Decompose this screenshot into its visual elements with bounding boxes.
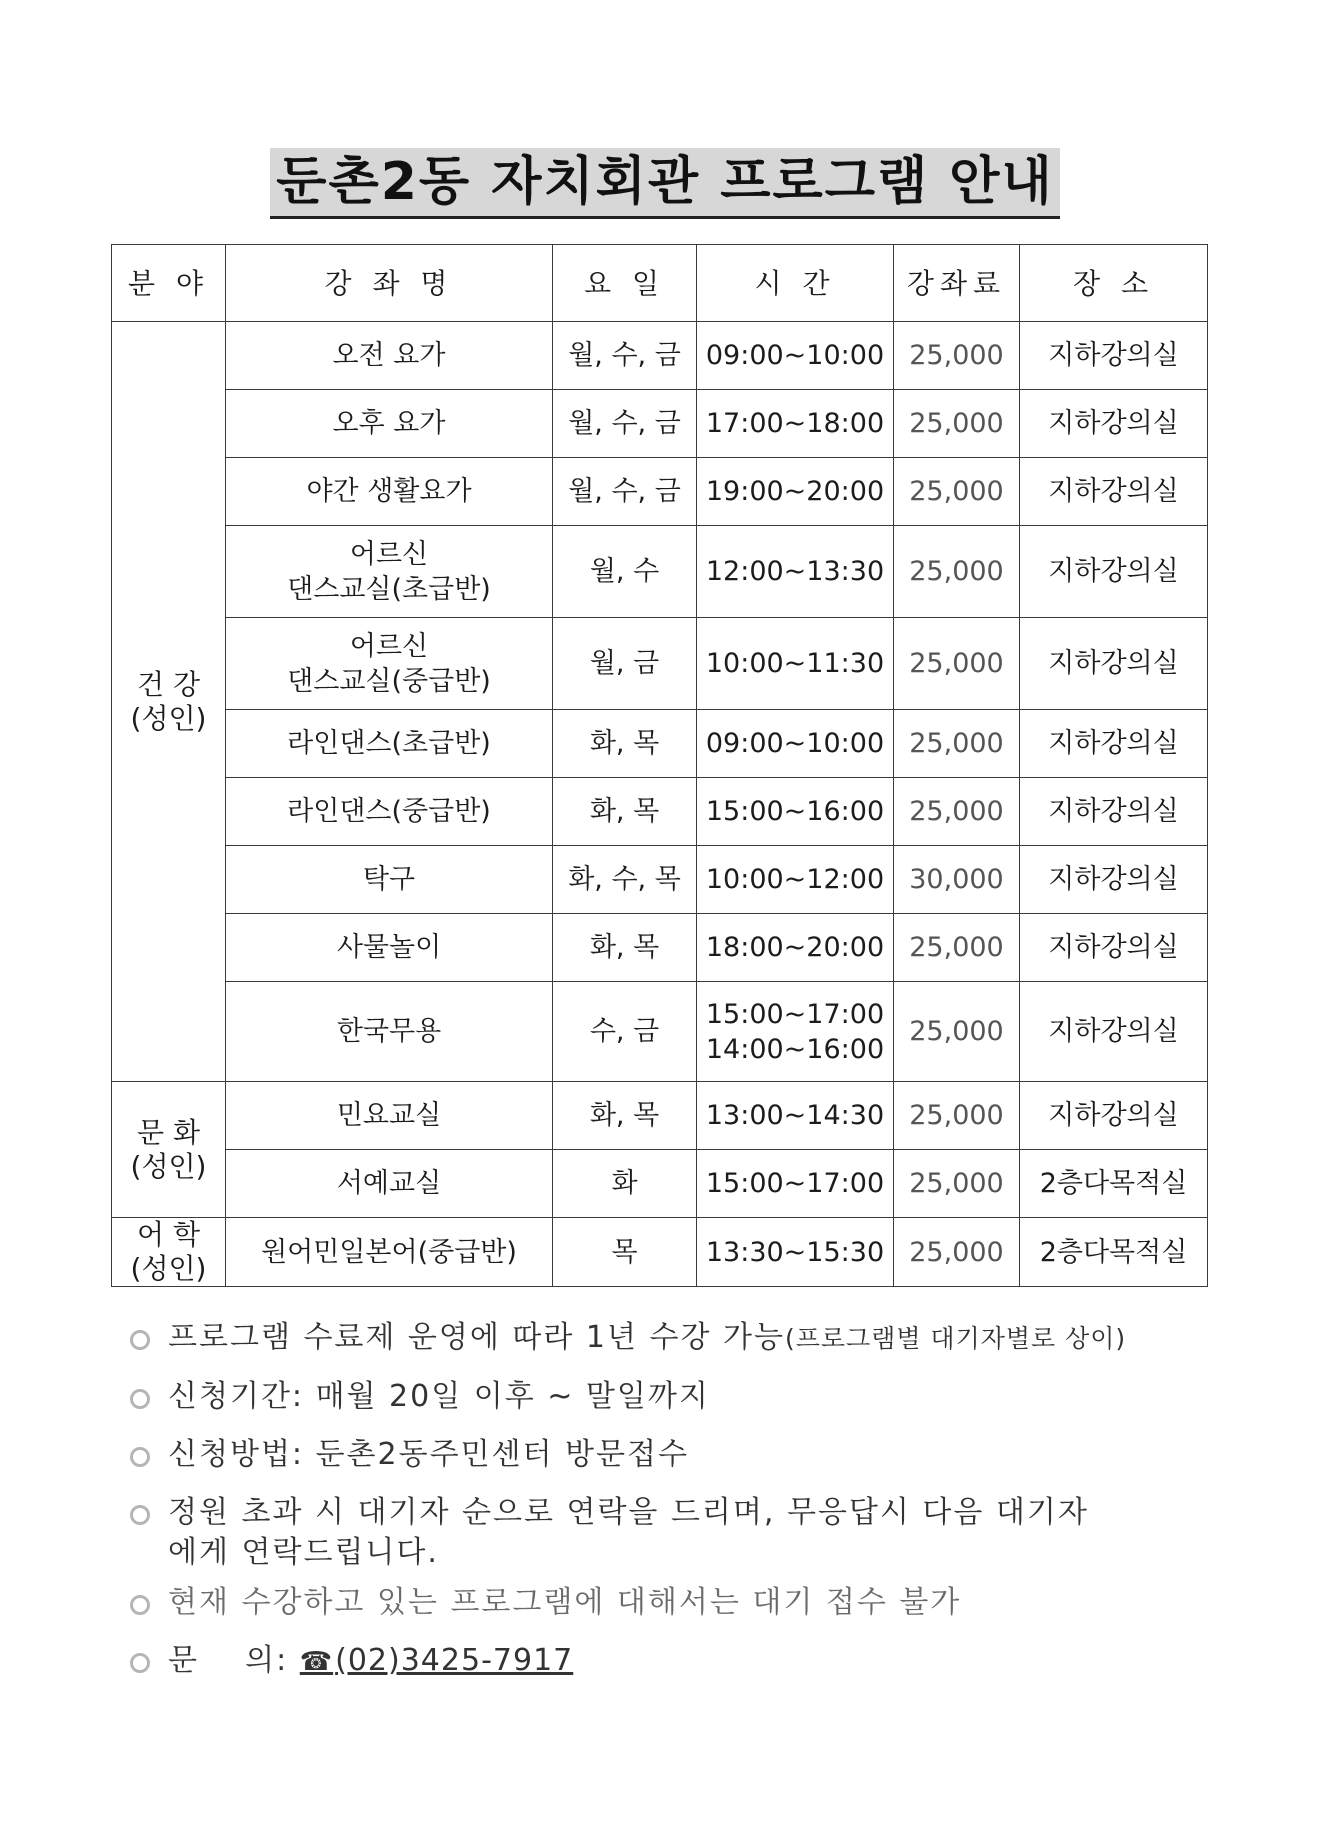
note-text: 신청기간: 매월 20일 이후 ~ 말일까지 — [168, 1379, 710, 1414]
header-days: 요 일 — [553, 245, 697, 322]
course-time: 13:30~15:30 — [697, 1218, 894, 1287]
course-days: 수, 금 — [553, 982, 697, 1082]
course-days: 화, 목 — [553, 710, 697, 778]
course-place: 지하강의실 — [1020, 1082, 1208, 1150]
course-time: 12:00~13:30 — [697, 526, 894, 618]
note-application-period — [130, 1377, 1240, 1417]
note-contact — [130, 1641, 1240, 1682]
course-days: 화, 목 — [553, 1082, 697, 1150]
table-row — [112, 390, 1208, 458]
course-time: 10:00~12:00 — [697, 846, 894, 914]
header-course-name: 강 좌 명 — [226, 245, 553, 322]
page-title: 둔촌2동 자치회관 프로그램 안내 — [270, 148, 1060, 219]
course-fee: 25,000 — [894, 1082, 1020, 1150]
bullet-circle-icon — [130, 1447, 150, 1467]
course-name: 라인댄스(중급반) — [226, 778, 553, 846]
note-text: 정원 초과 시 대기자 순으로 연락을 드리며, 무응답시 다음 대기자 — [168, 1495, 1089, 1530]
header-time: 시 간 — [697, 245, 894, 322]
phone-icon: ☎ — [299, 1647, 334, 1677]
note-text: 현재 수강하고 있는 프로그램에 대해서는 대기 접수 불가 — [168, 1585, 962, 1620]
course-days: 월, 수, 금 — [553, 322, 697, 390]
category-language: 어 학 (성인) — [112, 1218, 226, 1287]
note-completion — [130, 1318, 1240, 1359]
table-row — [112, 322, 1208, 390]
course-days: 목 — [553, 1218, 697, 1287]
table-row — [112, 846, 1208, 914]
table-row — [112, 1218, 1208, 1287]
table-row — [112, 778, 1208, 846]
contact-phone[interactable] — [300, 1643, 574, 1678]
table-header-row — [112, 245, 1208, 322]
table-row — [112, 458, 1208, 526]
course-place: 지하강의실 — [1020, 458, 1208, 526]
phone-number: (02)3425-7917 — [335, 1643, 574, 1678]
bullet-circle-icon — [130, 1595, 150, 1615]
table-row — [112, 1150, 1208, 1218]
course-time: 19:00~20:00 — [697, 458, 894, 526]
course-time: 09:00~10:00 — [697, 710, 894, 778]
course-time: 15:00~16:00 — [697, 778, 894, 846]
course-place: 지하강의실 — [1020, 322, 1208, 390]
course-fee: 25,000 — [894, 982, 1020, 1082]
course-name: 민요교실 — [226, 1082, 553, 1150]
course-fee: 25,000 — [894, 710, 1020, 778]
bullet-circle-icon — [130, 1330, 150, 1350]
course-time: 09:00~10:00 — [697, 322, 894, 390]
course-name: 서예교실 — [226, 1150, 553, 1218]
course-fee: 25,000 — [894, 1218, 1020, 1287]
course-name: 오전 요가 — [226, 322, 553, 390]
course-fee: 25,000 — [894, 322, 1020, 390]
course-days: 월, 수, 금 — [553, 390, 697, 458]
table-row — [112, 914, 1208, 982]
course-fee: 25,000 — [894, 526, 1020, 618]
course-place: 지하강의실 — [1020, 526, 1208, 618]
note-waitlist — [130, 1493, 1240, 1573]
note-current-program — [130, 1583, 1240, 1623]
course-place: 2층다목적실 — [1020, 1218, 1208, 1287]
course-name: 어르신 댄스교실(중급반) — [226, 618, 553, 710]
course-place: 지하강의실 — [1020, 846, 1208, 914]
course-name: 한국무용 — [226, 982, 553, 1082]
course-name: 라인댄스(초급반) — [226, 710, 553, 778]
course-fee: 25,000 — [894, 618, 1020, 710]
category-health: 건 강 (성인) — [112, 322, 226, 1082]
page-title-container — [0, 148, 1330, 219]
category-culture: 문 화 (성인) — [112, 1082, 226, 1218]
course-days: 월, 금 — [553, 618, 697, 710]
contact-label: 문 의: — [168, 1643, 300, 1678]
table-row — [112, 618, 1208, 710]
course-place: 지하강의실 — [1020, 778, 1208, 846]
note-text: 프로그램 수료제 운영에 따라 1년 수강 가능 — [168, 1320, 785, 1355]
course-days: 화, 수, 목 — [553, 846, 697, 914]
course-name: 오후 요가 — [226, 390, 553, 458]
course-place: 지하강의실 — [1020, 390, 1208, 458]
course-name: 야간 생활요가 — [226, 458, 553, 526]
course-days: 화 — [553, 1150, 697, 1218]
course-name: 사물놀이 — [226, 914, 553, 982]
table-row — [112, 982, 1208, 1082]
course-place: 지하강의실 — [1020, 618, 1208, 710]
course-place: 지하강의실 — [1020, 710, 1208, 778]
course-time: 15:00~17:00 14:00~16:00 — [697, 982, 894, 1082]
course-place: 지하강의실 — [1020, 982, 1208, 1082]
course-time: 18:00~20:00 — [697, 914, 894, 982]
course-time: 17:00~18:00 — [697, 390, 894, 458]
course-days: 화, 목 — [553, 778, 697, 846]
course-time: 15:00~17:00 — [697, 1150, 894, 1218]
note-text: 신청방법: 둔촌2동주민센터 방문접수 — [168, 1437, 689, 1472]
course-fee: 25,000 — [894, 390, 1020, 458]
course-name: 어르신 댄스교실(초급반) — [226, 526, 553, 618]
header-category: 분 야 — [112, 245, 226, 322]
bullet-circle-icon — [130, 1653, 150, 1673]
header-place: 장 소 — [1020, 245, 1208, 322]
course-fee: 25,000 — [894, 458, 1020, 526]
course-fee: 25,000 — [894, 1150, 1020, 1218]
note-text-continued: 에게 연락드립니다. — [168, 1535, 439, 1570]
course-time: 10:00~11:30 — [697, 618, 894, 710]
notes-list — [130, 1318, 1240, 1700]
course-days: 월, 수, 금 — [553, 458, 697, 526]
course-days: 화, 목 — [553, 914, 697, 982]
header-fee: 강좌료 — [894, 245, 1020, 322]
course-fee: 25,000 — [894, 778, 1020, 846]
program-schedule-table — [111, 244, 1208, 1287]
course-place: 2층다목적실 — [1020, 1150, 1208, 1218]
bullet-circle-icon — [130, 1505, 150, 1525]
course-name: 탁구 — [226, 846, 553, 914]
course-name: 원어민일본어(중급반) — [226, 1218, 553, 1287]
table-row — [112, 710, 1208, 778]
course-days: 월, 수 — [553, 526, 697, 618]
note-application-method — [130, 1435, 1240, 1475]
course-place: 지하강의실 — [1020, 914, 1208, 982]
bullet-circle-icon — [130, 1389, 150, 1409]
course-fee: 25,000 — [894, 914, 1020, 982]
table-row — [112, 1082, 1208, 1150]
table-row — [112, 526, 1208, 618]
course-fee: 30,000 — [894, 846, 1020, 914]
course-time: 13:00~14:30 — [697, 1082, 894, 1150]
note-subtext: (프로그램별 대기자별로 상이) — [784, 1324, 1127, 1353]
